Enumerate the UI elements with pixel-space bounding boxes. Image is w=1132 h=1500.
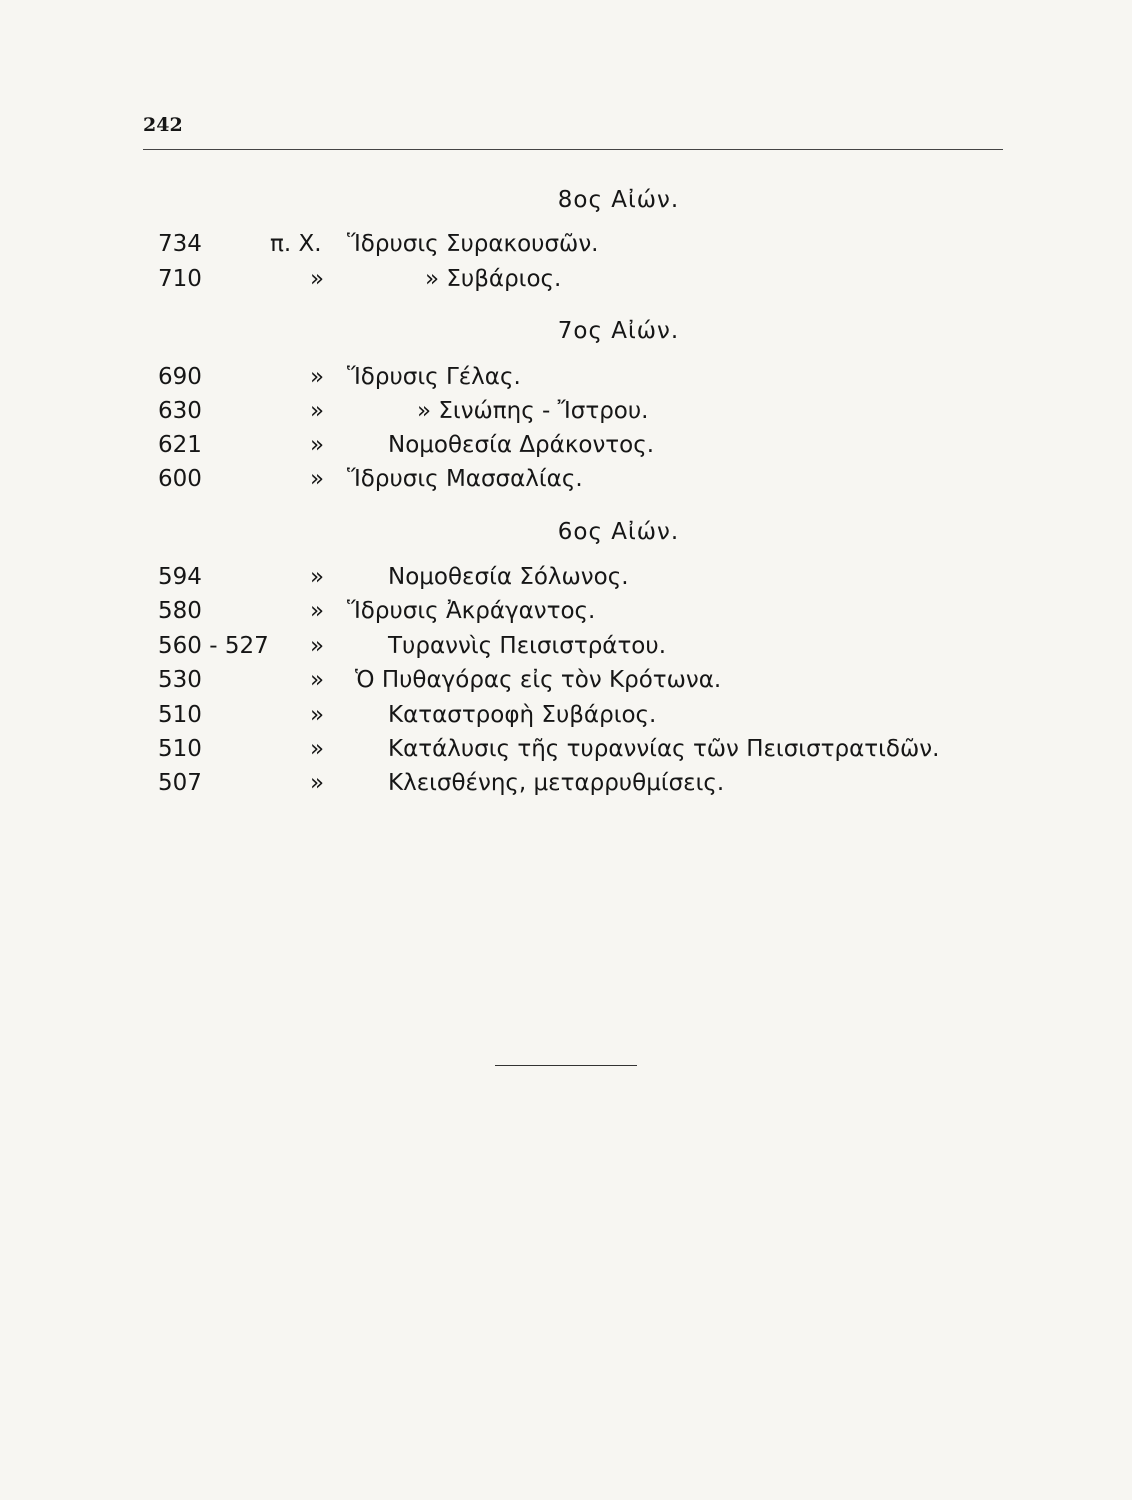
ditto-mark: » (310, 432, 325, 458)
section-heading-6th-century: 6ος Αἰών. (557, 519, 680, 545)
timeline-row (0, 562, 1132, 592)
ditto-mark: » (310, 564, 325, 590)
ditto-mark: » (310, 633, 325, 659)
ditto-mark: » (310, 702, 325, 728)
timeline-row (0, 596, 1132, 626)
timeline-row (0, 665, 1132, 695)
year: 530 (158, 667, 202, 693)
era-label: π. Χ. (270, 231, 322, 257)
timeline-row (0, 362, 1132, 392)
year: 600 (158, 466, 202, 492)
timeline-row (0, 229, 1132, 259)
event-text: Κλεισθένης, μεταρρυθμίσεις. (388, 770, 725, 796)
year: 621 (158, 432, 202, 458)
ditto-mark: » (310, 770, 325, 796)
event-text: Καταστροφὴ Συβάριος. (388, 702, 657, 728)
ditto-mark: » (310, 364, 325, 390)
event-text: Τυραννὶς Πεισιστράτου. (388, 633, 666, 659)
year: 580 (158, 598, 202, 624)
ditto-mark: » (310, 466, 325, 492)
event-text: Ἵδρυσις Μασσαλίας. (347, 466, 583, 492)
event-text: » Σινώπης - Ἴστρου. (417, 398, 649, 424)
event-text: Κατάλυσις τῆς τυραννίας τῶν Πεισιστρατιδῶν. (388, 736, 940, 762)
year: 507 (158, 770, 202, 796)
ditto-mark: » (310, 398, 325, 424)
event-text: Ἵδρυσις Ἀκράγαντος. (347, 598, 596, 624)
event-text: Νομοθεσία Σόλωνος. (388, 564, 629, 590)
ditto-mark: » (310, 736, 325, 762)
timeline-row (0, 734, 1132, 764)
section-heading-8th-century: 8ος Αἰών. (557, 187, 680, 213)
year: 510 (158, 736, 202, 762)
year: 630 (158, 398, 202, 424)
event-text: Ὁ Πυθαγόρας εἰς τὸν Κρότωνα. (355, 667, 722, 693)
year: 734 (158, 231, 202, 257)
year: 690 (158, 364, 202, 390)
timeline-row (0, 396, 1132, 426)
ditto-mark: » (310, 266, 325, 292)
year: 594 (158, 564, 202, 590)
timeline-row (0, 264, 1132, 294)
page-number: 242 (143, 114, 183, 136)
ditto-mark: » (310, 598, 325, 624)
timeline-row (0, 430, 1132, 460)
event-text: Νομοθεσία Δράκοντος. (388, 432, 655, 458)
event-text: Ἵδρυσις Γέλας. (347, 364, 521, 390)
year: 510 (158, 702, 202, 728)
event-text: » Συβάριος. (425, 266, 562, 292)
year: 710 (158, 266, 202, 292)
year: 560 - 527 (158, 633, 269, 659)
ditto-mark: » (310, 667, 325, 693)
end-rule (495, 1065, 637, 1066)
timeline-row (0, 768, 1132, 798)
timeline-row (0, 700, 1132, 730)
timeline-row (0, 631, 1132, 661)
event-text: Ἵδρυσις Συρακουσῶν. (347, 231, 599, 257)
section-heading-7th-century: 7ος Αἰών. (557, 318, 680, 344)
header-rule (143, 149, 1003, 150)
timeline-row (0, 464, 1132, 494)
